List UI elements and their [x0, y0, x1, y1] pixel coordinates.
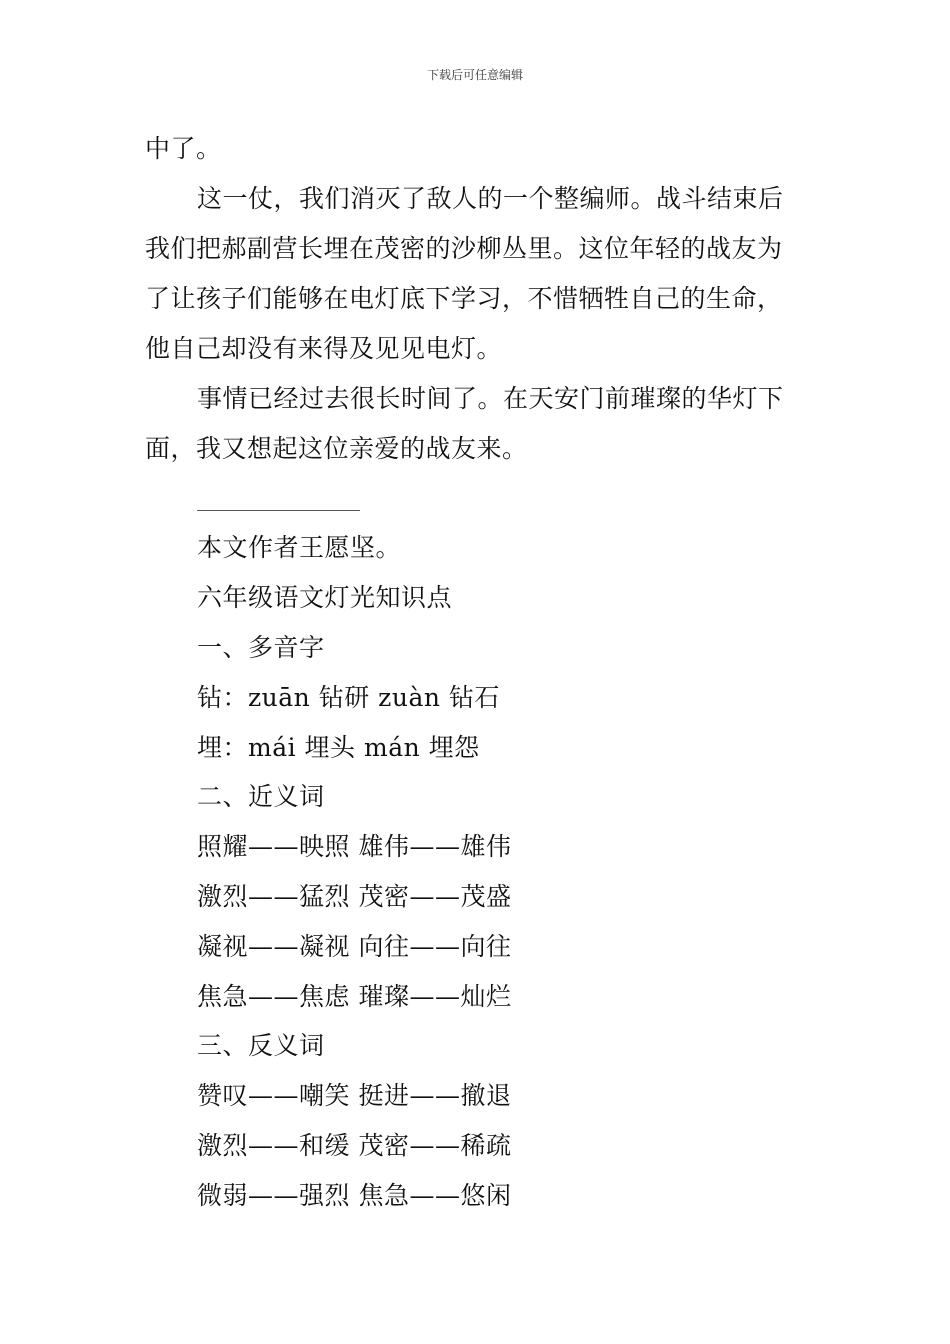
synonym-row: 凝视——凝视 向往——向往	[197, 932, 512, 961]
story-line-p1-1: 这一仗，我们消灭了敌人的一个整编师。战斗结束后	[197, 184, 784, 213]
synonym-row: 激烈——猛烈 茂密——茂盛	[197, 882, 512, 911]
antonym-row: 激烈——和缓 茂密——稀疏	[197, 1131, 512, 1160]
antonym-row: 赞叹——嘲笑 挺进——撤退	[197, 1081, 512, 1110]
notes-title: 六年级语文灯光知识点	[197, 583, 453, 612]
footnote-text: 本文作者王愿坚。	[197, 533, 402, 562]
synonym-row: 焦急——焦虑 璀璨——灿烂	[197, 982, 512, 1011]
story-line-p2-1: 事情已经过去很长时间了。在天安门前璀璨的华灯下	[197, 384, 784, 413]
story-line-p1-4: 他自己却没有来得及见见电灯。	[145, 334, 503, 363]
story-line-p1-3: 了让孩子们能够在电灯底下学习，不惜牺牲自己的生命，	[145, 284, 783, 313]
story-line-p0: 中了。	[145, 134, 222, 163]
section-heading-polyphones: 一、多音字	[197, 633, 325, 662]
story-line-p2-2: 面，我又想起这位亲爱的战友来。	[145, 434, 528, 463]
section-heading-synonyms: 二、近义词	[197, 782, 325, 811]
polyphone-row: 埋：mái 埋头 mán 埋怨	[197, 733, 480, 762]
story-line-p1-2: 我们把郝副营长埋在茂密的沙柳丛里。这位年轻的战友为	[145, 234, 783, 263]
section-heading-antonyms: 三、反义词	[197, 1031, 325, 1060]
synonym-row: 照耀——映照 雄伟——雄伟	[197, 832, 512, 861]
footnote-divider	[197, 510, 360, 511]
polyphone-row: 钻：zuān 钻研 zuàn 钻石	[197, 683, 500, 712]
antonym-row: 微弱——强烈 焦急——悠闲	[197, 1181, 512, 1210]
page-header: 下载后可任意编辑	[426, 68, 523, 82]
